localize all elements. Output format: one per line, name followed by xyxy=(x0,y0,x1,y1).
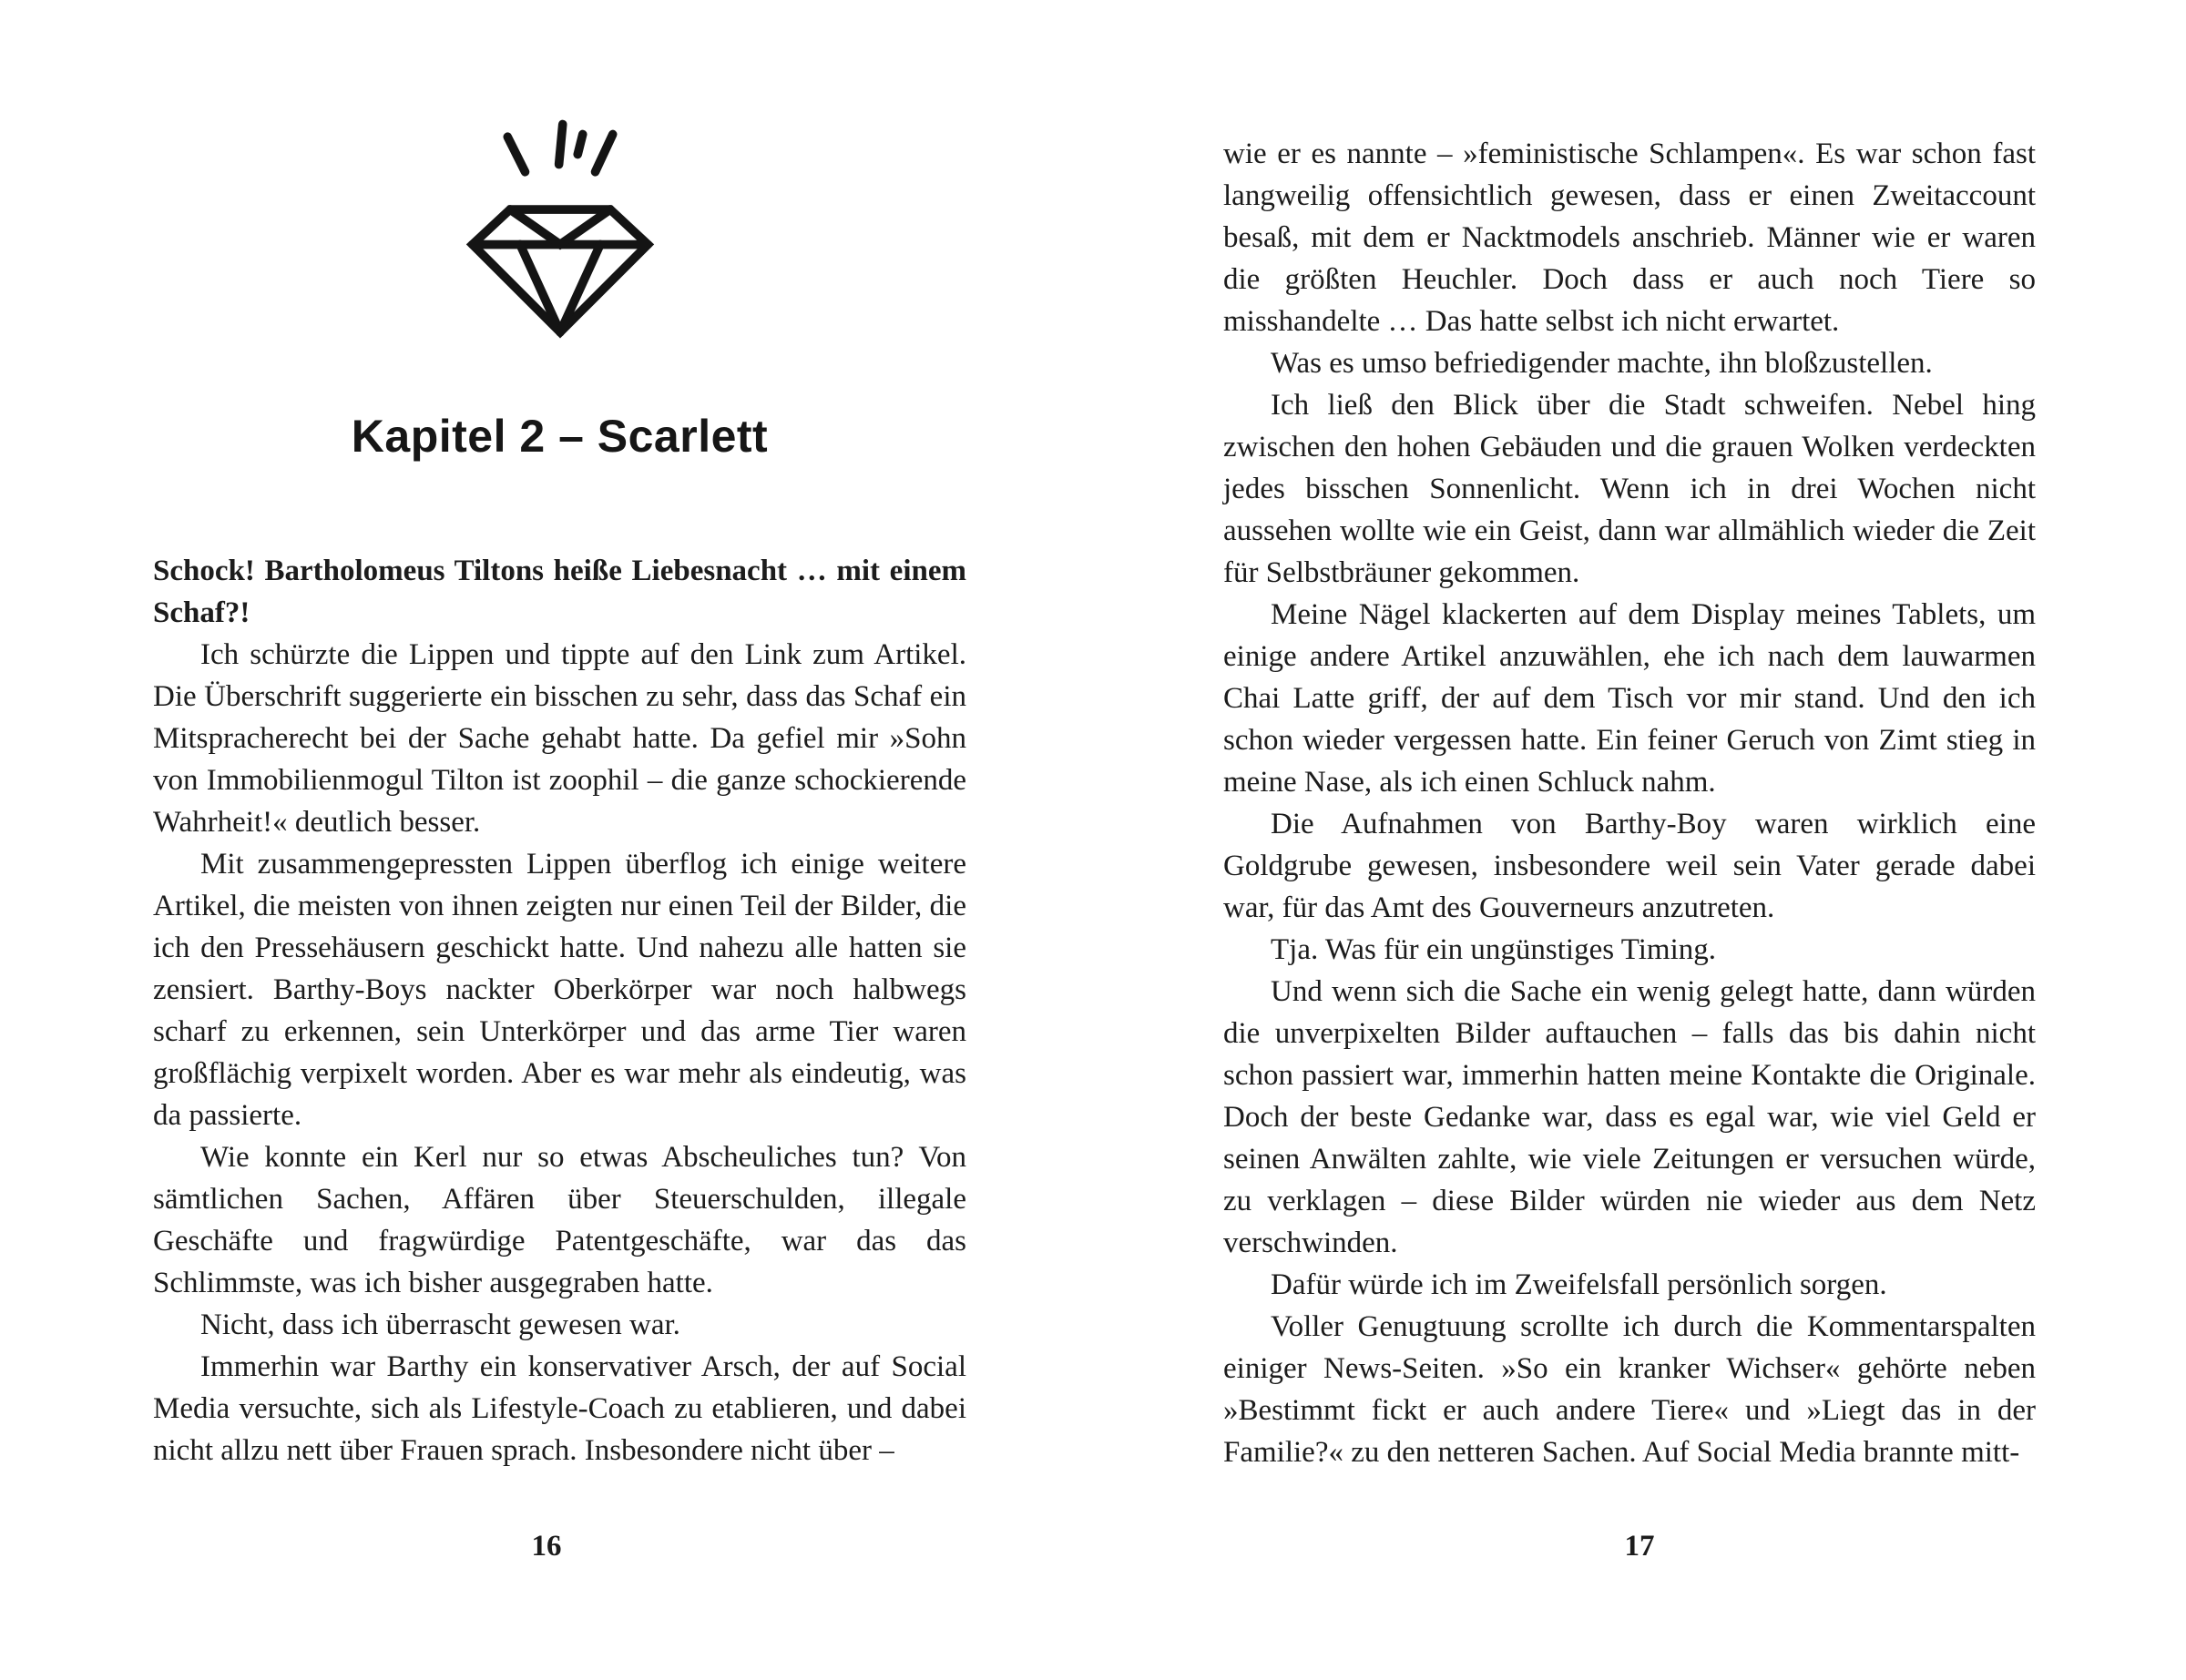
page-number-left: 16 xyxy=(531,1530,562,1563)
page-right xyxy=(1093,0,2186,1680)
paragraph: Wie konnte ein Kerl nur so etwas Abscheuliches tun? Von sämtlichen Sachen, Affären über Steuerschulden, illegale Geschäfte und fragwürdige Patentgeschäfte, war das das Schlimmste, was ich bisher ausgegraben hatte. xyxy=(153,1141,966,1299)
paragraph: Und wenn sich die Sache ein wenig gelegt hatte, dann würden die unverpixelten Bilder auftauchen – falls das bis dahin nicht schon passiert war, immerhin hatten meine Kontakte die Originale. Doch der beste Gedanke war, dass es egal war, wie viel Geld er seinen Anwälten zahlte, wie viele Zeitungen er versuchen würde, zu verklagen – diese Bilder würden nie wieder aus dem Netz verschwinden. xyxy=(1223,975,2036,1259)
paragraph: Dafür würde ich im Zweifelsfall persönlich sorgen. xyxy=(1271,1268,1887,1301)
paragraph: Ich schürzte die Lippen und tippte auf den Link zum Artikel. Die Überschrift suggerierte ein bisschen zu sehr, dass das Schaf ein Mitspracherecht bei der Sache gehabt hatte. Da gefiel mir »Sohn von Immobilienmogul Tilton ist zoophil – die ganze schockierende Wahrheit!« deutlich besser. xyxy=(153,638,966,839)
paragraph: Nicht, dass ich überrascht gewesen war. xyxy=(200,1308,680,1341)
paragraph: Was es umso befriedigender machte, ihn bloßzustellen. xyxy=(1271,347,1933,380)
diamond-icon xyxy=(153,117,966,350)
page-number-right: 17 xyxy=(1624,1530,1655,1563)
left-page-body xyxy=(153,634,966,1471)
paragraph: Tja. Was für ein ungünstiges Timing. xyxy=(1271,933,1716,966)
paragraph: Mit zusammengepressten Lippen überflog ich einige weitere Artikel, die meisten von ihnen zeigten nur einen Teil der Bilder, die ich den Pressehäusern geschickt hatte. Und nahezu alle hatten sie zensiert. Barthy-Boys nackter Oberkörper war noch halbwegs scharf zu erkennen, sein Unterkörper und das arme Tier waren großflächig verpixelt worden. Aber es war mehr als eindeutig, was da passierte. xyxy=(153,848,966,1132)
paragraph: Ich ließ den Blick über die Stadt schweifen. Nebel hing zwischen den hohen Gebäuden und die grauen Wolken verdeckten jedes bisschen Sonnenlicht. Wenn ich in drei Wochen nicht aussehen wollte wie ein Geist, dann war allmählich wieder die Zeit für Selbstbräuner gekommen. xyxy=(1223,389,2036,589)
paragraph: Voller Genugtuung scrollte ich durch die Kommentarspalten einiger News-Seiten. »So ein kranker Wichser« gehörte neben »Bestimmt fickt er auch andere Tiere« und »Liegt das in der Familie?« zu den netteren Sachen. Auf Social Media brannte mitt- xyxy=(1223,1310,2036,1469)
right-page-body xyxy=(1223,133,2036,1473)
paragraph: Immerhin war Barthy ein konservativer Arsch, der auf Social Media versuchte, sich als Lifestyle-Coach zu etablieren, und dabei nicht allzu nett über Frauen sprach. Insbesondere nicht über – xyxy=(153,1350,966,1467)
chapter-title: Kapitel 2 – Scarlett xyxy=(351,411,769,462)
paragraph: Die Aufnahmen von Barthy-Boy waren wirklich eine Goldgrube gewesen, insbesondere weil sein Vater gerade dabei war, für das Amt des Gouverneurs anzutreten. xyxy=(1223,808,2036,924)
lead-paragraph: Schock! Bartholomeus Tiltons heiße Liebesnacht … mit einem Schaf?! xyxy=(153,555,966,629)
paragraph: wie er es nannte – »feministische Schlampen«. Es war schon fast langweilig offensichtlich gewesen, dass er einen Zweitaccount besaß, mit dem er Nacktmodels anschrieb. Männer wie er waren die größten Heuchler. Doch dass er auch noch Tiere so misshandelte … Das hatte selbst ich nicht erwartet. xyxy=(1223,137,2036,338)
paragraph: Meine Nägel klackerten auf dem Display meines Tablets, um einige andere Artikel anzuwählen, ehe ich nach dem lauwarmen Chai Latte griff, der auf dem Tisch vor mir stand. Und den ich schon wieder vergessen hatte. Ein feiner Geruch von Zimt stieg in meine Nase, als ich einen Schluck nahm. xyxy=(1223,598,2036,799)
